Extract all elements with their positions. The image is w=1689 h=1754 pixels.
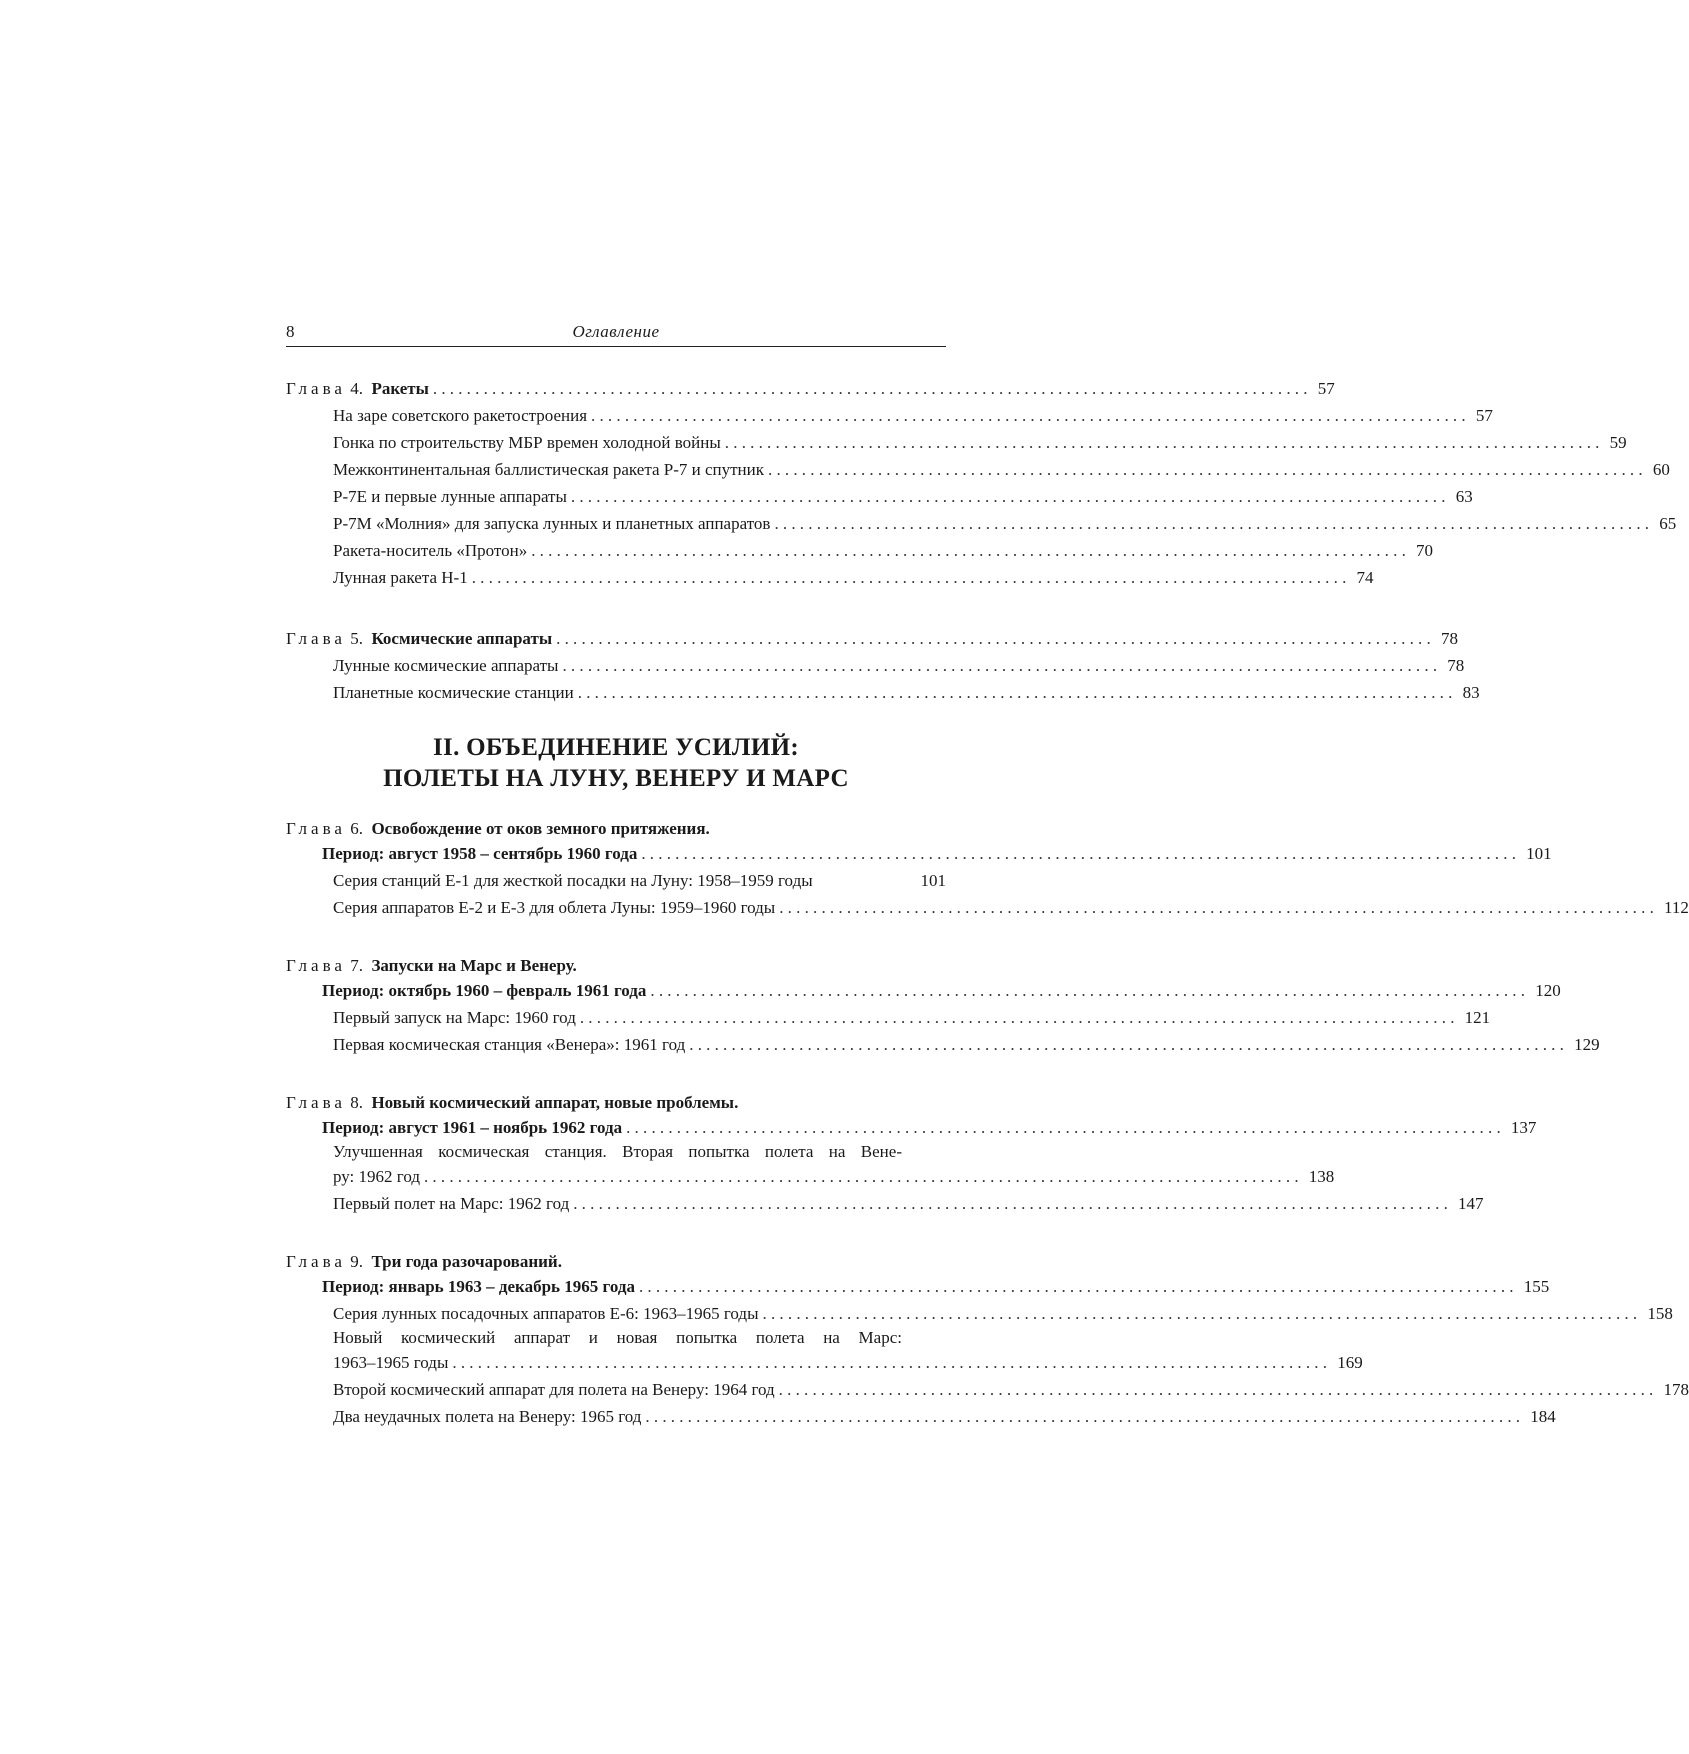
toc-entry[interactable]: [286, 564, 1374, 591]
dot-leader: ........................................................................................................: [779, 898, 1659, 917]
section-title: Второй космический аппарат для полета на Венеру: 1964 год: [333, 1380, 775, 1399]
section-title: Ракета-носитель «Протон»: [333, 541, 528, 560]
chapter-9: [286, 1251, 1689, 1430]
chapter-number: 4.: [350, 379, 363, 398]
chapter-heading[interactable]: [286, 1251, 946, 1273]
chapter-title: Три года разочарований.: [371, 1252, 562, 1271]
chapter-8: [286, 1092, 1537, 1217]
chapter-6: [286, 818, 1689, 921]
section-title: Планетные космические станции: [333, 683, 574, 702]
toc-entry[interactable]: [286, 483, 1473, 510]
running-title: Оглавление: [572, 322, 660, 341]
page-ref: 78: [1440, 629, 1458, 648]
page-ref: 70: [1416, 541, 1434, 560]
page-ref: 60: [1652, 460, 1670, 479]
page-ref: 78: [1447, 656, 1465, 675]
page-ref: 112: [1664, 898, 1689, 917]
toc-entry[interactable]: [286, 1349, 1363, 1376]
section-title: На заре советского ракетостроения: [333, 406, 588, 425]
section-title: Серия аппаратов Е-2 и Е-3 для облета Луны: 1959–1960 годы: [333, 898, 776, 917]
page-ref: 65: [1659, 514, 1677, 533]
part-title-line-1: II. ОБЪЕДИНЕНИЕ УСИЛИЙ:: [433, 734, 799, 761]
section-title: Серия станций Е-1 для жесткой посадки на Луну: 1958–1959 годы: [333, 871, 813, 890]
toc-entry[interactable]: [286, 1031, 1600, 1058]
section-title: Два неудачных полета на Венеру: 1965 год: [333, 1407, 642, 1426]
toc-entry[interactable]: [286, 1190, 1484, 1217]
toc-entry[interactable]: [286, 510, 1677, 537]
toc-entry[interactable]: [286, 402, 1493, 429]
page-ref: 184: [1530, 1407, 1556, 1426]
section-title: Р-7М «Молния» для запуска лунных и планетных аппаратов: [333, 514, 771, 533]
chapter-title: Космические аппараты: [371, 629, 553, 648]
chapter-number: 7.: [350, 956, 363, 975]
toc-entry[interactable]: [286, 1300, 1673, 1327]
section-title: Первый запуск на Марс: 1960 год: [333, 1008, 576, 1027]
dot-leader: ........................................................................................................: [768, 460, 1647, 479]
chapter-heading[interactable]: [286, 955, 946, 977]
page-ref: 178: [1663, 1380, 1689, 1399]
dot-leader: ........................................................................................................: [531, 541, 1411, 560]
section-title-line-2: ру: 1962 год: [333, 1167, 420, 1186]
chapter-4: [286, 375, 1677, 591]
toc-entry[interactable]: [286, 977, 1561, 1004]
dot-leader: ........................................................................................................: [774, 514, 1654, 533]
toc-entry[interactable]: [286, 840, 1552, 867]
section-title: Лунная ракета Н-1: [333, 568, 468, 587]
toc-entry[interactable]: [286, 625, 1458, 652]
section-title: Первая космическая станция «Венера»: 1961 год: [333, 1035, 686, 1054]
toc-entry[interactable]: [286, 679, 1480, 706]
toc-entry[interactable]: [286, 375, 1335, 402]
section-title: Межконтинентальная баллистическая ракета Р-7 и спутник: [333, 460, 764, 479]
page-ref: 121: [1464, 1008, 1491, 1027]
page-ref: 169: [1337, 1353, 1363, 1372]
toc-entry[interactable]: [286, 1114, 1537, 1141]
page-number: 8: [286, 322, 295, 341]
toc-entry[interactable]: [286, 1376, 1689, 1403]
chapter-word: Глава: [286, 956, 346, 975]
dot-leader: ........................................................................................................: [562, 656, 1442, 675]
part-title: [286, 732, 946, 794]
chapter-number: 9.: [350, 1252, 363, 1271]
toc-entry[interactable]: [286, 456, 1670, 483]
running-head: [286, 318, 946, 347]
toc-entry[interactable]: [286, 894, 1689, 921]
chapter-period: Период: октябрь 1960 – февраль 1961 года: [322, 981, 647, 1000]
toc-page: [286, 318, 1689, 1430]
toc-entry[interactable]: [286, 537, 1434, 564]
dot-leader: ........................................................................................................: [641, 844, 1521, 863]
chapter-heading[interactable]: [286, 818, 946, 840]
dot-leader: ........................................................................................................: [591, 406, 1470, 425]
section-title: Лунные космические аппараты: [333, 656, 559, 675]
toc-entry[interactable]: [286, 1273, 1550, 1300]
page-ref: 59: [1609, 433, 1627, 452]
chapter-title: Ракеты: [371, 379, 429, 398]
toc-entry[interactable]: [286, 1403, 1556, 1430]
section-title: Р-7Е и первые лунные аппараты: [333, 487, 567, 506]
dot-leader: ........................................................................................................: [638, 1277, 1518, 1296]
chapter-period: Период: август 1961 – ноябрь 1962 года: [322, 1118, 623, 1137]
dot-leader: ........................................................................................................: [573, 1194, 1453, 1213]
page-ref: 147: [1458, 1194, 1484, 1213]
chapter-title: Запуски на Марс и Венеру.: [371, 956, 577, 975]
page-ref: 138: [1308, 1167, 1335, 1186]
page-ref: 63: [1455, 487, 1473, 506]
toc-entry[interactable]: [286, 1004, 1491, 1031]
section-title-line-1[interactable]: Улучшенная космическая станция. Вторая попытка полета на Вене-: [333, 1142, 902, 1161]
page-ref: 74: [1356, 568, 1374, 587]
dot-leader: ........................................................................................................: [577, 683, 1457, 702]
dot-leader: ........................................................................................................: [432, 379, 1312, 398]
chapter-7: [286, 955, 1600, 1058]
toc-entry[interactable]: [286, 429, 1627, 456]
page-ref: 137: [1510, 1118, 1537, 1137]
dot-leader: ........................................................................................................: [556, 629, 1435, 648]
page-ref: 120: [1535, 981, 1561, 1000]
dot-leader: ........................................................................................................: [471, 568, 1351, 587]
chapter-word: Глава: [286, 1093, 346, 1112]
toc-entry[interactable]: [286, 867, 946, 894]
page-ref: 101: [920, 871, 946, 890]
chapter-word: Глава: [286, 819, 346, 838]
chapter-period: Период: август 1958 – сентябрь 1960 года: [322, 844, 638, 863]
chapter-5: [286, 625, 1480, 706]
dot-leader: ........................................................................................................: [645, 1407, 1525, 1426]
dot-leader: ........................................................................................................: [626, 1118, 1505, 1137]
section-title: Гонка по строительству МБР времен холодной войны: [333, 433, 721, 452]
page-ref: 101: [1526, 844, 1552, 863]
chapter-title: Освобождение от оков земного притяжения.: [371, 819, 710, 838]
part-title-line-2: ПОЛЕТЫ НА ЛУНУ, ВЕНЕРУ И МАРС: [383, 765, 849, 792]
page-ref: 155: [1523, 1277, 1550, 1296]
chapter-word: Глава: [286, 1252, 346, 1271]
page-ref: 158: [1647, 1304, 1673, 1323]
dot-leader: ........................................................................................................: [689, 1035, 1569, 1054]
dot-leader: ........................................................................................................: [762, 1304, 1642, 1323]
page-ref: 83: [1462, 683, 1480, 702]
dot-leader: ........................................................................................................: [570, 487, 1450, 506]
chapter-number: 6.: [350, 819, 363, 838]
dot-leader: ........................................................................................................: [452, 1353, 1332, 1372]
dot-leader: ........................................................................................................: [650, 981, 1530, 1000]
section-title: Серия лунных посадочных аппаратов Е-6: 1963–1965 годы: [333, 1304, 759, 1323]
chapter-number: 5.: [350, 629, 363, 648]
toc-entry[interactable]: [286, 652, 1465, 679]
dot-leader: ........................................................................................................: [724, 433, 1604, 452]
section-title-line-2: 1963–1965 годы: [333, 1353, 449, 1372]
dot-leader: ........................................................................................................: [579, 1008, 1459, 1027]
chapter-heading[interactable]: [286, 1092, 946, 1114]
chapter-period: Период: январь 1963 – декабрь 1965 года: [322, 1277, 635, 1296]
dot-leader: ........................................................................................................: [423, 1167, 1303, 1186]
page-ref: 57: [1317, 379, 1335, 398]
chapter-word: Глава: [286, 629, 346, 648]
section-title: Первый полет на Марс: 1962 год: [333, 1194, 570, 1213]
dot-leader: ........................................................................................................: [778, 1380, 1658, 1399]
page-ref: 129: [1574, 1035, 1600, 1054]
chapter-word: Глава: [286, 379, 346, 398]
page-ref: 57: [1475, 406, 1493, 425]
toc-entry[interactable]: [286, 1163, 1335, 1190]
chapter-number: 8.: [350, 1093, 363, 1112]
section-title-line-1[interactable]: Новый космический аппарат и новая попытка полета на Марс:: [333, 1328, 902, 1347]
chapter-title: Новый космический аппарат, новые проблемы.: [371, 1093, 739, 1112]
